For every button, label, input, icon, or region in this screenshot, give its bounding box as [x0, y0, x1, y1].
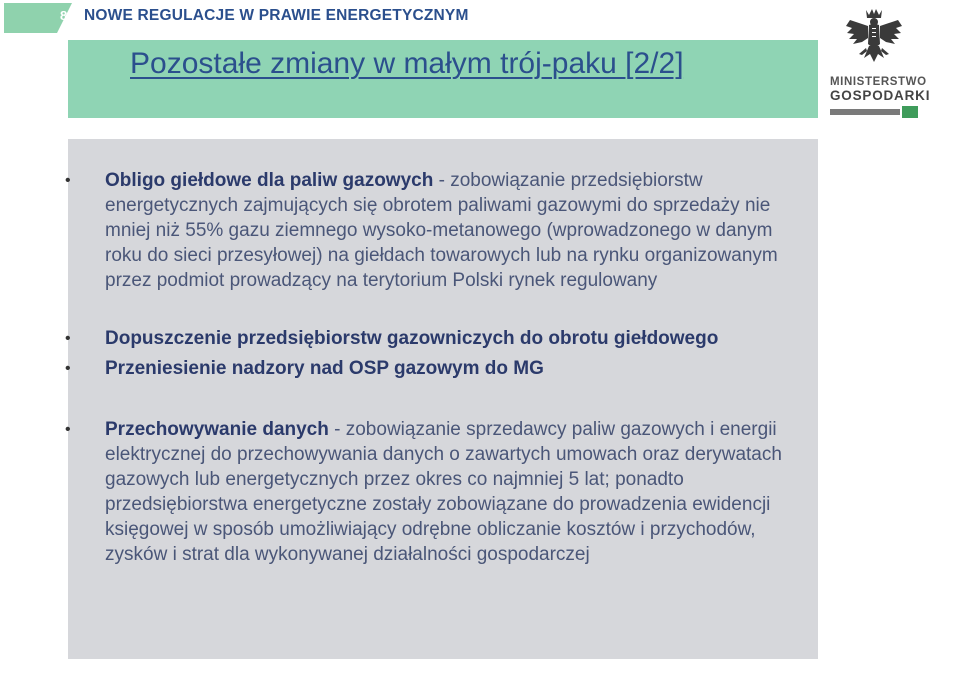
- page-number: 8: [60, 8, 68, 23]
- logo-stripe: [830, 106, 918, 118]
- bullet-text: [105, 417, 795, 567]
- bullet-rest: - zobowiązanie przedsiębiorstw energetycznych zajmujących się obrotem paliwami gazowymi do sprzedaży nie mniej niż 55% gazu ziemnego wysoko-metanowego (wprowadzonego w danym roku do sieci przesyłowej) na giełdach towarowych lub na rynku organizowanym przez podmiot prowadzący na terytorium Polski rynek regulowany: [105, 170, 778, 291]
- eagle-icon: [844, 8, 904, 70]
- logo-line-ministerstwo: MINISTERSTWO: [830, 76, 927, 88]
- bullet-marker: •: [65, 421, 71, 438]
- bullet-text: [105, 356, 795, 381]
- logo-line-gospodarki: GOSPODARKI: [830, 88, 931, 103]
- logo-stripe-gray: [830, 109, 900, 115]
- bullet-lead: Przechowywanie danych: [105, 419, 329, 440]
- logo-stripe-green: [902, 106, 918, 118]
- bullet-lead: Obligo giełdowe dla paliw gazowych: [105, 170, 434, 191]
- title-band: [68, 40, 818, 118]
- bullet-lead: Dopuszczenie przedsiębiorstw gazowniczych do obrotu giełdowego: [105, 328, 719, 349]
- bullet-text: [105, 168, 795, 293]
- slide-title: Pozostałe zmiany w małym trój-paku [2/2]: [130, 47, 684, 80]
- bullet-rest: - zobowiązanie sprzedawcy paliw gazowych i energii elektrycznej do przechowywania danych o zawartych umowach oraz derywatach gazowych lub energetycznych przez okres co najmniej 5 lat; ponadto przedsiębiorstwa energetyczne zostały zobowiązane do prowadzenia ewidencji księgowej w sposób umożliwiający odrębne obliczanie kosztów i przychodów, zysków i strat dla wykonywanej działalności gospodarczej: [105, 419, 782, 565]
- bullet-lead: Przeniesienie nadzory nad OSP gazowym do MG: [105, 358, 544, 379]
- bullet-marker: •: [65, 330, 71, 347]
- section-title: NOWE REGULACJE W PRAWIE ENERGETYCZNYM: [84, 7, 469, 24]
- ministry-logo: [826, 8, 936, 120]
- content-panel: [65, 139, 818, 659]
- bullet-marker: •: [65, 360, 71, 377]
- bullet-text: [105, 326, 795, 351]
- bullet-marker: •: [65, 172, 71, 189]
